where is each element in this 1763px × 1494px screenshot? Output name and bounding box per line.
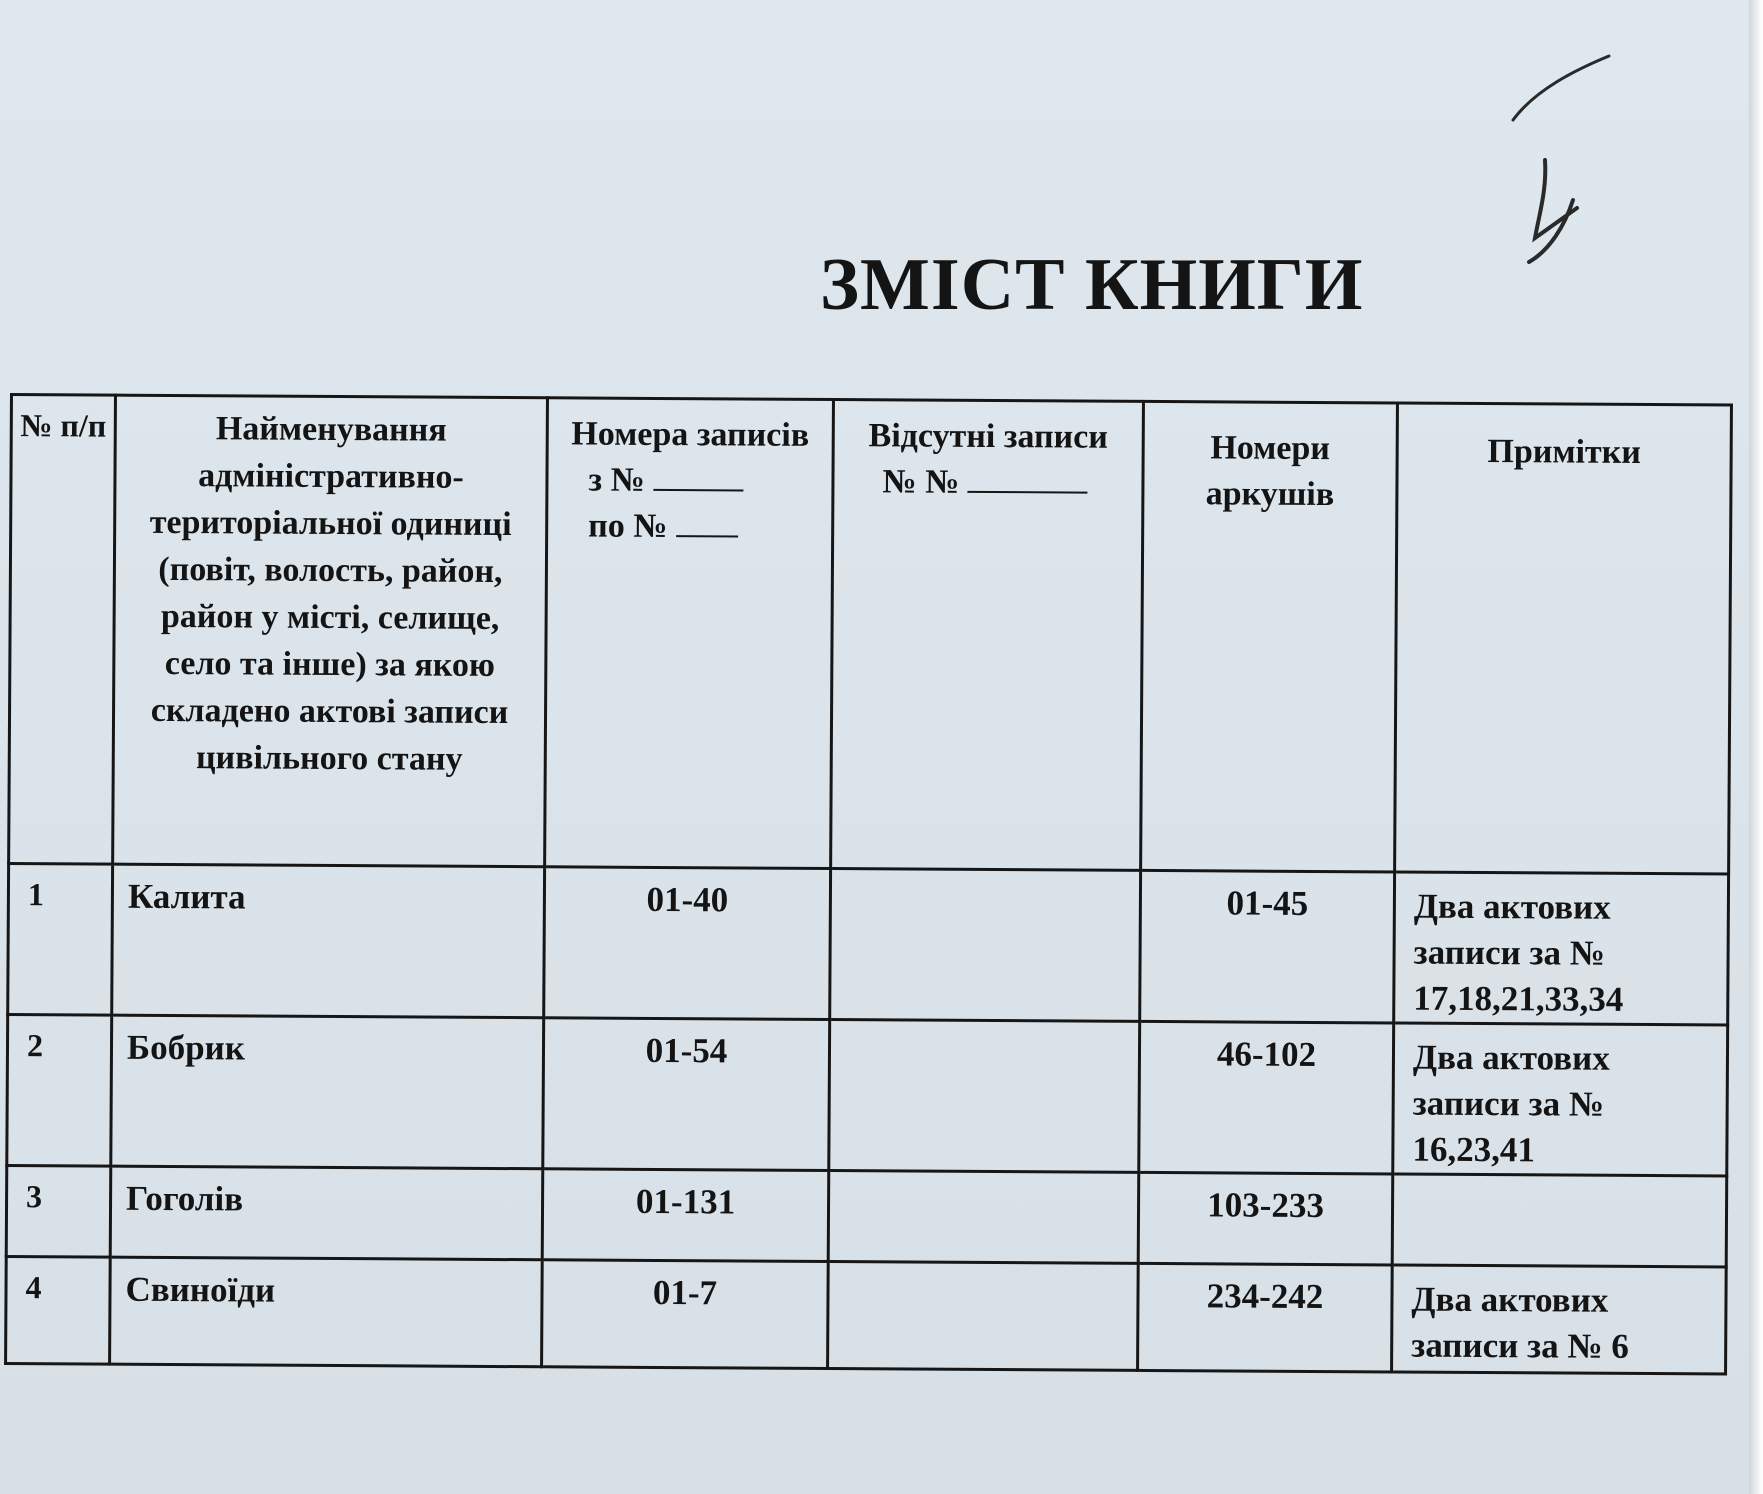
header-records-title: Номера записів (571, 415, 810, 454)
contents-table (4, 393, 1733, 1376)
row-name: Бобрик (126, 1027, 246, 1068)
row-records: 01-40 (646, 879, 729, 920)
table-row (6, 1165, 1727, 1267)
header-records-to: по № (556, 503, 823, 551)
header-notes: Примітки (1395, 403, 1732, 874)
row-num: 3 (25, 1178, 43, 1215)
row-num: 4 (25, 1269, 42, 1306)
header-name: Найменування адміністративно-територіальної одиниці (повіт, волость, район, район у місті, селище, село та інше) за якою складено актові записи цивільного стану (113, 395, 548, 867)
row-records: 01-7 (652, 1272, 718, 1313)
page-edge (1749, 0, 1763, 1494)
header-records-from: з № (556, 457, 823, 505)
table-row (8, 864, 1729, 1026)
row-notes: Два актових записи за № 6 (1411, 1279, 1629, 1366)
header-sheets: Номери аркушів (1141, 401, 1398, 872)
row-records: 01-54 (645, 1030, 728, 1071)
row-missing (830, 1172, 1137, 1182)
row-records: 01-131 (635, 1181, 736, 1222)
row-name: Свиноїди (125, 1269, 276, 1310)
table-row (6, 1256, 1727, 1374)
header-missing (831, 400, 1144, 871)
row-name: Гоголів (125, 1178, 244, 1219)
document-title: ЗМІСТ КНИГИ (820, 244, 1364, 326)
header-num: № п/п (9, 395, 116, 865)
row-notes: Два актових записи за № 17,18,21,33,34 (1413, 886, 1624, 1019)
row-sheets: 234-242 (1206, 1276, 1324, 1317)
row-missing (830, 1263, 1137, 1273)
header-records (545, 398, 834, 869)
row-missing (831, 1021, 1138, 1031)
header-row (9, 395, 1732, 874)
row-notes (1394, 1175, 1725, 1187)
handwritten-page-number (1505, 50, 1615, 265)
row-sheets: 46-102 (1216, 1034, 1317, 1074)
table-row (7, 1014, 1728, 1176)
row-sheets: 103-233 (1207, 1185, 1325, 1226)
header-missing-nums: № № (842, 459, 1133, 507)
row-name: Калита (127, 876, 246, 917)
header-missing-title: Відсутні записи (868, 417, 1109, 456)
row-missing (832, 870, 1139, 880)
row-sheets: 01-45 (1226, 883, 1309, 923)
row-num: 2 (26, 1027, 44, 1064)
row-num: 1 (27, 876, 45, 913)
row-notes: Два актових записи за № 16,23,41 (1412, 1037, 1610, 1170)
